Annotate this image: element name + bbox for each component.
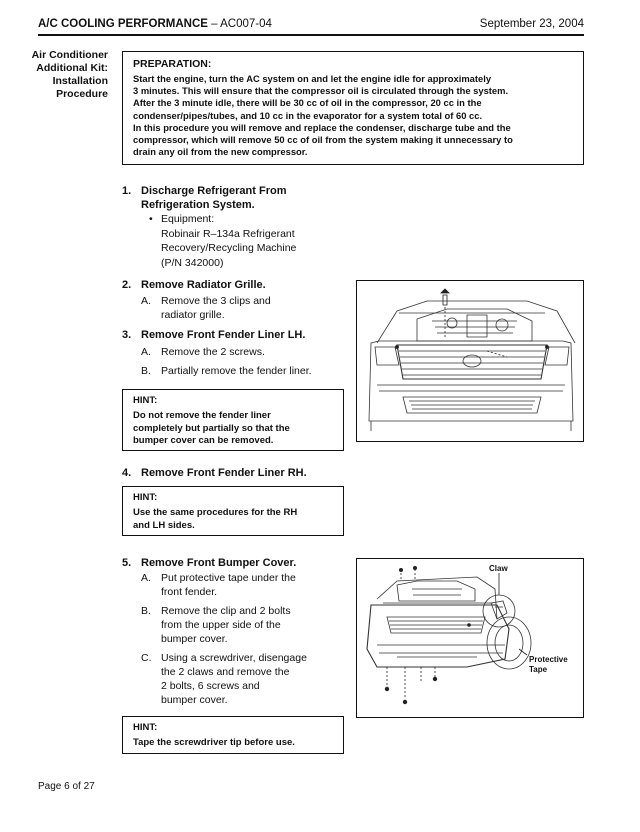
step-number: 2. bbox=[122, 279, 132, 291]
substep-letter: B. bbox=[141, 365, 151, 377]
substep-letter: A. bbox=[141, 295, 151, 307]
substep-text: Remove the clip and 2 bolts from the upper side of the bumper cover. bbox=[161, 605, 291, 645]
substep-letter: A. bbox=[141, 572, 151, 584]
step-title: Remove Radiator Grille. bbox=[141, 279, 266, 291]
step-title: Remove Front Fender Liner RH. bbox=[141, 467, 307, 479]
preparation-title: PREPARATION: bbox=[133, 58, 212, 70]
protective-tape-callout: Protective Tape bbox=[529, 655, 568, 674]
step-number: 5. bbox=[122, 557, 132, 569]
hint-title: HINT: bbox=[133, 492, 158, 503]
hint-box-1 bbox=[122, 389, 344, 451]
document-date: September 23, 2004 bbox=[479, 18, 584, 30]
step-number: 4. bbox=[122, 467, 132, 479]
substep-text: Remove the 3 clips and radiator grille. bbox=[161, 295, 271, 321]
step-title: Remove Front Fender Liner LH. bbox=[141, 329, 306, 341]
section-side-label: Air Conditioner Additional Kit: Installation Procedure bbox=[31, 49, 108, 100]
bullet-icon: • bbox=[149, 213, 153, 225]
preparation-text: Start the engine, turn the AC system on and let the engine idle for approximately 3 minutes. This will ensure that the compressor oil is circulated through the system. After the 3 minute idle, there will be 30 cc of oil in the compressor, 20 cc in the condenser/pipes/tubes, and 10 cc in the evaporator for a system total of 60 cc. In this procedure you will remove and replace the condenser, discharge tube and the compressor, which will remove 50 cc of oil from the system making it unnecessary to drain any oil from the new compressor. bbox=[133, 73, 513, 158]
hint-text: Do not remove the fender liner completely but partially so that the bumper cover can be removed. bbox=[133, 410, 290, 446]
substep-text: Put protective tape under the front fender. bbox=[161, 572, 296, 598]
preparation-box bbox=[122, 51, 584, 165]
step-number: 1. bbox=[122, 185, 132, 197]
substep-text: Remove the 2 screws. bbox=[161, 346, 265, 358]
radiator-grille-figure bbox=[356, 280, 584, 442]
hint-title: HINT: bbox=[133, 722, 158, 733]
claw-callout: Claw bbox=[489, 564, 508, 573]
substep-text: Using a screwdriver, disengage the 2 claws and remove the 2 bolts, 6 screws and bumper cover. bbox=[161, 652, 307, 706]
hint-box-3 bbox=[122, 716, 344, 754]
bumper-cover-figure bbox=[356, 558, 584, 718]
substep-letter: C. bbox=[141, 652, 152, 664]
document-title: A/C COOLING PERFORMANCE – AC007-04 bbox=[38, 18, 272, 30]
substep-letter: B. bbox=[141, 605, 151, 617]
substep-letter: A. bbox=[141, 346, 151, 358]
bumper-cover-illustration bbox=[357, 559, 585, 719]
substep-text: Partially remove the fender liner. bbox=[161, 365, 312, 377]
page-header bbox=[38, 18, 584, 34]
page-number: Page 6 of 27 bbox=[38, 781, 95, 792]
step-title: Discharge Refrigerant From Refrigeration System. bbox=[141, 185, 287, 211]
radiator-grille-illustration bbox=[357, 281, 585, 443]
hint-text: Tape the screwdriver tip before use. bbox=[133, 737, 295, 748]
hint-text: Use the same procedures for the RH and LH sides. bbox=[133, 507, 298, 531]
header-rule bbox=[38, 34, 584, 36]
hint-box-2 bbox=[122, 486, 344, 536]
bullet-text: Equipment: Robinair R–134a Refrigerant Recovery/Recycling Machine (P/N 342000) bbox=[161, 213, 297, 269]
step-number: 3. bbox=[122, 329, 132, 341]
step-title: Remove Front Bumper Cover. bbox=[141, 557, 297, 569]
hint-title: HINT: bbox=[133, 395, 158, 406]
